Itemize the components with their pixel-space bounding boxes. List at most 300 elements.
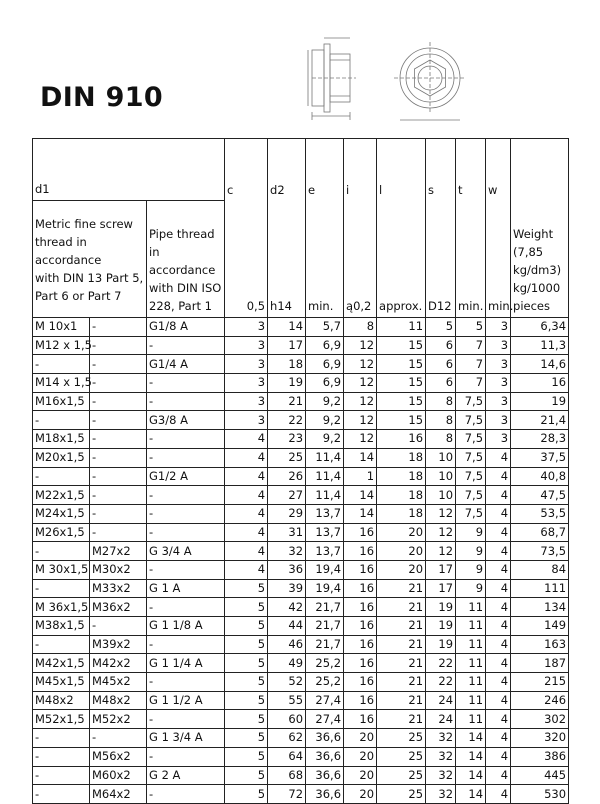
cell-metric-fine: - <box>33 747 90 766</box>
cell-l: 21 <box>377 710 426 729</box>
cell-w: 4 <box>486 785 511 804</box>
cell-s: 19 <box>426 617 456 636</box>
cell-s: 10 <box>426 486 456 505</box>
cell-weight: 19 <box>511 392 569 411</box>
cell-metric-coarse: M45x2 <box>90 673 147 692</box>
cell-pipe-thread: - <box>147 710 225 729</box>
cell-c: 5 <box>225 617 268 636</box>
cell-weight: 111 <box>511 579 569 598</box>
cell-t: 14 <box>456 729 486 748</box>
cell-d2: 42 <box>268 598 306 617</box>
cell-weight: 320 <box>511 729 569 748</box>
cell-i: 16 <box>344 617 377 636</box>
header-w: w <box>486 139 511 201</box>
cell-s: 22 <box>426 654 456 673</box>
page-title: DIN 910 <box>40 82 163 113</box>
cell-l: 15 <box>377 374 426 393</box>
cell-d2: 18 <box>268 355 306 374</box>
cell-w: 3 <box>486 411 511 430</box>
cell-e: 21,7 <box>306 598 344 617</box>
header-s: s <box>426 139 456 201</box>
cell-metric-coarse: - <box>90 617 147 636</box>
cell-d2: 68 <box>268 766 306 785</box>
cell-metric-coarse: - <box>90 355 147 374</box>
cell-e: 6,9 <box>306 336 344 355</box>
cell-weight: 53,5 <box>511 504 569 523</box>
cell-w: 4 <box>486 729 511 748</box>
cell-weight: 246 <box>511 691 569 710</box>
cell-metric-coarse: M52x2 <box>90 710 147 729</box>
cell-c: 4 <box>225 542 268 561</box>
cell-c: 4 <box>225 486 268 505</box>
table-row <box>33 654 569 673</box>
cell-pipe-thread: G 1 1/4 A <box>147 654 225 673</box>
cell-s: 12 <box>426 542 456 561</box>
cell-i: 16 <box>344 691 377 710</box>
cell-e: 19,4 <box>306 560 344 579</box>
table-row <box>33 691 569 710</box>
cell-d2: 60 <box>268 710 306 729</box>
cell-s: 32 <box>426 785 456 804</box>
cell-t: 14 <box>456 747 486 766</box>
cell-e: 5,7 <box>306 318 344 337</box>
cell-d2: 62 <box>268 729 306 748</box>
header-row-symbols <box>33 139 569 201</box>
cell-s: 12 <box>426 523 456 542</box>
cell-d2: 46 <box>268 635 306 654</box>
header-weight: Weight (7,85 kg/dm3) kg/1000 pieces <box>511 201 569 318</box>
cell-metric-fine: M38x1,5 <box>33 617 90 636</box>
cell-i: 12 <box>344 355 377 374</box>
table-row <box>33 411 569 430</box>
cell-c: 5 <box>225 729 268 748</box>
cell-weight: 6,34 <box>511 318 569 337</box>
cell-d2: 29 <box>268 504 306 523</box>
cell-metric-fine: - <box>33 411 90 430</box>
header-c-tolerance: 0,5 <box>225 201 268 318</box>
cell-c: 4 <box>225 560 268 579</box>
cell-s: 32 <box>426 729 456 748</box>
cell-i: 20 <box>344 729 377 748</box>
cell-i: 20 <box>344 785 377 804</box>
cell-c: 5 <box>225 766 268 785</box>
cell-t: 14 <box>456 766 486 785</box>
cell-i: 12 <box>344 392 377 411</box>
cell-w: 4 <box>486 579 511 598</box>
cell-weight: 28,3 <box>511 430 569 449</box>
cell-t: 11 <box>456 654 486 673</box>
cell-s: 17 <box>426 579 456 598</box>
cell-w: 4 <box>486 598 511 617</box>
header-weight-top <box>511 139 569 201</box>
cell-e: 36,6 <box>306 785 344 804</box>
cell-weight: 14,6 <box>511 355 569 374</box>
cell-pipe-thread: G 1 1/2 A <box>147 691 225 710</box>
cell-metric-fine: M48x2 <box>33 691 90 710</box>
table-row <box>33 729 569 748</box>
cell-metric-coarse: - <box>90 523 147 542</box>
header-row-descriptions <box>33 201 569 318</box>
header-l-tolerance: approx. <box>377 201 426 318</box>
cell-d2: 32 <box>268 542 306 561</box>
cell-metric-fine: M12 x 1,5 <box>33 336 90 355</box>
cell-i: 16 <box>344 523 377 542</box>
cell-w: 3 <box>486 392 511 411</box>
cell-t: 7,5 <box>456 430 486 449</box>
cell-pipe-thread: - <box>147 635 225 654</box>
cell-metric-fine: - <box>33 355 90 374</box>
cell-metric-fine: M24x1,5 <box>33 504 90 523</box>
header-c: c <box>225 139 268 201</box>
cell-s: 24 <box>426 710 456 729</box>
header-l: l <box>377 139 426 201</box>
header-s-tolerance: D12 <box>426 201 456 318</box>
cell-metric-coarse: - <box>90 411 147 430</box>
table-row <box>33 430 569 449</box>
cell-e: 36,6 <box>306 766 344 785</box>
cell-weight: 530 <box>511 785 569 804</box>
table-row <box>33 392 569 411</box>
cell-metric-coarse: M64x2 <box>90 785 147 804</box>
cell-weight: 134 <box>511 598 569 617</box>
cell-metric-fine: - <box>33 785 90 804</box>
cell-l: 25 <box>377 766 426 785</box>
cell-metric-coarse: M48x2 <box>90 691 147 710</box>
cell-c: 4 <box>225 523 268 542</box>
cell-c: 5 <box>225 691 268 710</box>
cell-i: 16 <box>344 560 377 579</box>
cell-t: 7 <box>456 355 486 374</box>
cell-w: 4 <box>486 467 511 486</box>
cell-pipe-thread: - <box>147 392 225 411</box>
cell-t: 9 <box>456 560 486 579</box>
cell-e: 36,6 <box>306 747 344 766</box>
cell-c: 5 <box>225 710 268 729</box>
cell-weight: 16 <box>511 374 569 393</box>
cell-d2: 14 <box>268 318 306 337</box>
header-e-tolerance: min. <box>306 201 344 318</box>
cell-c: 3 <box>225 374 268 393</box>
header-t-tolerance: min. <box>456 201 486 318</box>
cell-s: 32 <box>426 747 456 766</box>
cell-metric-coarse: - <box>90 467 147 486</box>
cell-l: 20 <box>377 560 426 579</box>
cell-pipe-thread: G 3/4 A <box>147 542 225 561</box>
cell-pipe-thread: - <box>147 598 225 617</box>
cell-s: 5 <box>426 318 456 337</box>
cell-weight: 187 <box>511 654 569 673</box>
cell-s: 10 <box>426 448 456 467</box>
cell-l: 16 <box>377 430 426 449</box>
cell-e: 19,4 <box>306 579 344 598</box>
cell-metric-coarse: M33x2 <box>90 579 147 598</box>
cell-metric-fine: - <box>33 729 90 748</box>
cell-t: 7,5 <box>456 411 486 430</box>
cell-pipe-thread: G3/8 A <box>147 411 225 430</box>
cell-weight: 40,8 <box>511 467 569 486</box>
cell-pipe-thread: G1/4 A <box>147 355 225 374</box>
cell-s: 12 <box>426 504 456 523</box>
cell-e: 9,2 <box>306 392 344 411</box>
cell-t: 7,5 <box>456 392 486 411</box>
cell-pipe-thread: - <box>147 523 225 542</box>
cell-c: 5 <box>225 635 268 654</box>
cell-s: 24 <box>426 691 456 710</box>
table-row <box>33 374 569 393</box>
cell-t: 9 <box>456 523 486 542</box>
cell-i: 14 <box>344 486 377 505</box>
cell-s: 32 <box>426 766 456 785</box>
table-row <box>33 766 569 785</box>
table-row <box>33 355 569 374</box>
cell-c: 5 <box>225 785 268 804</box>
cell-weight: 68,7 <box>511 523 569 542</box>
table-row <box>33 318 569 337</box>
cell-t: 7,5 <box>456 467 486 486</box>
cell-d2: 49 <box>268 654 306 673</box>
cell-w: 3 <box>486 355 511 374</box>
cell-weight: 302 <box>511 710 569 729</box>
cell-d2: 19 <box>268 374 306 393</box>
cell-d2: 44 <box>268 617 306 636</box>
cell-l: 21 <box>377 617 426 636</box>
table-row <box>33 523 569 542</box>
cell-metric-fine: M16x1,5 <box>33 392 90 411</box>
cell-metric-coarse: - <box>90 318 147 337</box>
cell-d2: 55 <box>268 691 306 710</box>
table-row <box>33 504 569 523</box>
cell-weight: 215 <box>511 673 569 692</box>
cell-pipe-thread: - <box>147 448 225 467</box>
cell-d2: 22 <box>268 411 306 430</box>
cell-i: 12 <box>344 336 377 355</box>
cell-d2: 39 <box>268 579 306 598</box>
cell-metric-fine: M 30x1,5 <box>33 560 90 579</box>
cell-weight: 84 <box>511 560 569 579</box>
cell-weight: 37,5 <box>511 448 569 467</box>
header-pipe-thread: Pipe thread in accordance with DIN ISO 228, Part 1 <box>147 201 225 318</box>
cell-w: 4 <box>486 635 511 654</box>
cell-metric-coarse: - <box>90 729 147 748</box>
cell-e: 11,4 <box>306 448 344 467</box>
cell-metric-coarse: - <box>90 336 147 355</box>
cell-t: 7,5 <box>456 486 486 505</box>
cell-l: 21 <box>377 635 426 654</box>
table-row <box>33 336 569 355</box>
cell-w: 4 <box>486 710 511 729</box>
cell-c: 4 <box>225 430 268 449</box>
cell-i: 12 <box>344 374 377 393</box>
cell-pipe-thread: G1/2 A <box>147 467 225 486</box>
cell-c: 5 <box>225 747 268 766</box>
cell-weight: 163 <box>511 635 569 654</box>
cell-d2: 23 <box>268 430 306 449</box>
cell-weight: 21,4 <box>511 411 569 430</box>
cell-metric-coarse: M60x2 <box>90 766 147 785</box>
cell-metric-coarse: M42x2 <box>90 654 147 673</box>
cell-c: 3 <box>225 392 268 411</box>
cell-l: 15 <box>377 336 426 355</box>
cell-metric-fine: M26x1,5 <box>33 523 90 542</box>
cell-t: 11 <box>456 598 486 617</box>
table-row <box>33 542 569 561</box>
cell-pipe-thread: - <box>147 504 225 523</box>
cell-metric-fine: M 36x1,5 <box>33 598 90 617</box>
table-row <box>33 560 569 579</box>
cell-s: 6 <box>426 374 456 393</box>
cell-t: 11 <box>456 673 486 692</box>
cell-t: 7 <box>456 374 486 393</box>
cell-s: 8 <box>426 411 456 430</box>
cell-d2: 26 <box>268 467 306 486</box>
cell-e: 11,4 <box>306 467 344 486</box>
cell-i: 16 <box>344 673 377 692</box>
cell-s: 6 <box>426 355 456 374</box>
plug-technical-drawing <box>290 28 490 128</box>
cell-e: 25,2 <box>306 654 344 673</box>
cell-c: 3 <box>225 411 268 430</box>
cell-metric-fine: - <box>33 766 90 785</box>
cell-w: 4 <box>486 617 511 636</box>
cell-d2: 25 <box>268 448 306 467</box>
cell-i: 16 <box>344 579 377 598</box>
cell-metric-fine: - <box>33 467 90 486</box>
cell-w: 4 <box>486 448 511 467</box>
cell-e: 13,7 <box>306 523 344 542</box>
cell-metric-coarse: M39x2 <box>90 635 147 654</box>
cell-w: 4 <box>486 673 511 692</box>
cell-l: 15 <box>377 392 426 411</box>
cell-metric-fine: M14 x 1,5 <box>33 374 90 393</box>
cell-pipe-thread: G1/8 A <box>147 318 225 337</box>
cell-c: 4 <box>225 504 268 523</box>
cell-w: 4 <box>486 654 511 673</box>
cell-metric-coarse: - <box>90 486 147 505</box>
cell-d2: 36 <box>268 560 306 579</box>
cell-i: 16 <box>344 542 377 561</box>
cell-pipe-thread: - <box>147 560 225 579</box>
cell-e: 9,2 <box>306 430 344 449</box>
cell-e: 13,7 <box>306 504 344 523</box>
table-row <box>33 448 569 467</box>
cell-metric-fine: - <box>33 579 90 598</box>
cell-t: 11 <box>456 635 486 654</box>
cell-t: 11 <box>456 617 486 636</box>
table-row <box>33 710 569 729</box>
cell-l: 21 <box>377 654 426 673</box>
cell-w: 3 <box>486 336 511 355</box>
cell-s: 10 <box>426 467 456 486</box>
table-row <box>33 785 569 804</box>
cell-e: 9,2 <box>306 411 344 430</box>
cell-pipe-thread: G 1 1/8 A <box>147 617 225 636</box>
cell-e: 11,4 <box>306 486 344 505</box>
cell-l: 18 <box>377 448 426 467</box>
cell-i: 14 <box>344 504 377 523</box>
cell-l: 25 <box>377 729 426 748</box>
cell-t: 14 <box>456 785 486 804</box>
cell-metric-coarse: M27x2 <box>90 542 147 561</box>
cell-e: 25,2 <box>306 673 344 692</box>
cell-w: 3 <box>486 374 511 393</box>
cell-s: 19 <box>426 635 456 654</box>
cell-weight: 149 <box>511 617 569 636</box>
cell-weight: 47,5 <box>511 486 569 505</box>
cell-metric-coarse: - <box>90 430 147 449</box>
cell-l: 18 <box>377 486 426 505</box>
cell-c: 4 <box>225 448 268 467</box>
cell-i: 16 <box>344 654 377 673</box>
cell-s: 6 <box>426 336 456 355</box>
cell-metric-fine: - <box>33 542 90 561</box>
metric-thread-line2: with DIN 13 Part 5, Part 6 or Part 7 <box>35 271 144 303</box>
table-row <box>33 617 569 636</box>
cell-pipe-thread: - <box>147 747 225 766</box>
cell-i: 16 <box>344 635 377 654</box>
cell-e: 6,9 <box>306 374 344 393</box>
cell-t: 11 <box>456 710 486 729</box>
cell-d2: 27 <box>268 486 306 505</box>
table-row <box>33 635 569 654</box>
cell-w: 3 <box>486 430 511 449</box>
cell-pipe-thread: - <box>147 486 225 505</box>
header-t: t <box>456 139 486 201</box>
cell-w: 4 <box>486 766 511 785</box>
cell-t: 7,5 <box>456 448 486 467</box>
cell-l: 21 <box>377 598 426 617</box>
cell-i: 20 <box>344 766 377 785</box>
cell-e: 21,7 <box>306 635 344 654</box>
cell-l: 18 <box>377 504 426 523</box>
cell-l: 18 <box>377 467 426 486</box>
cell-l: 21 <box>377 691 426 710</box>
cell-s: 8 <box>426 392 456 411</box>
cell-s: 22 <box>426 673 456 692</box>
header-i-tolerance: ą0,2 <box>344 201 377 318</box>
cell-i: 14 <box>344 448 377 467</box>
cell-d2: 52 <box>268 673 306 692</box>
cell-metric-coarse: - <box>90 504 147 523</box>
header-metric-thread <box>33 201 147 318</box>
cell-l: 20 <box>377 542 426 561</box>
cell-pipe-thread: - <box>147 785 225 804</box>
table-row <box>33 486 569 505</box>
cell-c: 5 <box>225 673 268 692</box>
header-d2-tolerance: h14 <box>268 201 306 318</box>
metric-thread-line1: Metric fine screw thread in accordance <box>35 217 133 267</box>
dimension-table <box>32 138 569 804</box>
cell-d2: 21 <box>268 392 306 411</box>
table-row <box>33 467 569 486</box>
cell-c: 3 <box>225 355 268 374</box>
cell-metric-coarse: - <box>90 448 147 467</box>
cell-weight: 386 <box>511 747 569 766</box>
cell-e: 21,7 <box>306 617 344 636</box>
cell-t: 9 <box>456 542 486 561</box>
cell-weight: 445 <box>511 766 569 785</box>
cell-e: 6,9 <box>306 355 344 374</box>
cell-w: 4 <box>486 486 511 505</box>
cell-weight: 11,3 <box>511 336 569 355</box>
cell-pipe-thread: G 1 A <box>147 579 225 598</box>
table-row <box>33 598 569 617</box>
cell-d2: 17 <box>268 336 306 355</box>
cell-c: 5 <box>225 579 268 598</box>
cell-s: 8 <box>426 430 456 449</box>
cell-c: 4 <box>225 467 268 486</box>
cell-l: 15 <box>377 411 426 430</box>
cell-pipe-thread: - <box>147 336 225 355</box>
